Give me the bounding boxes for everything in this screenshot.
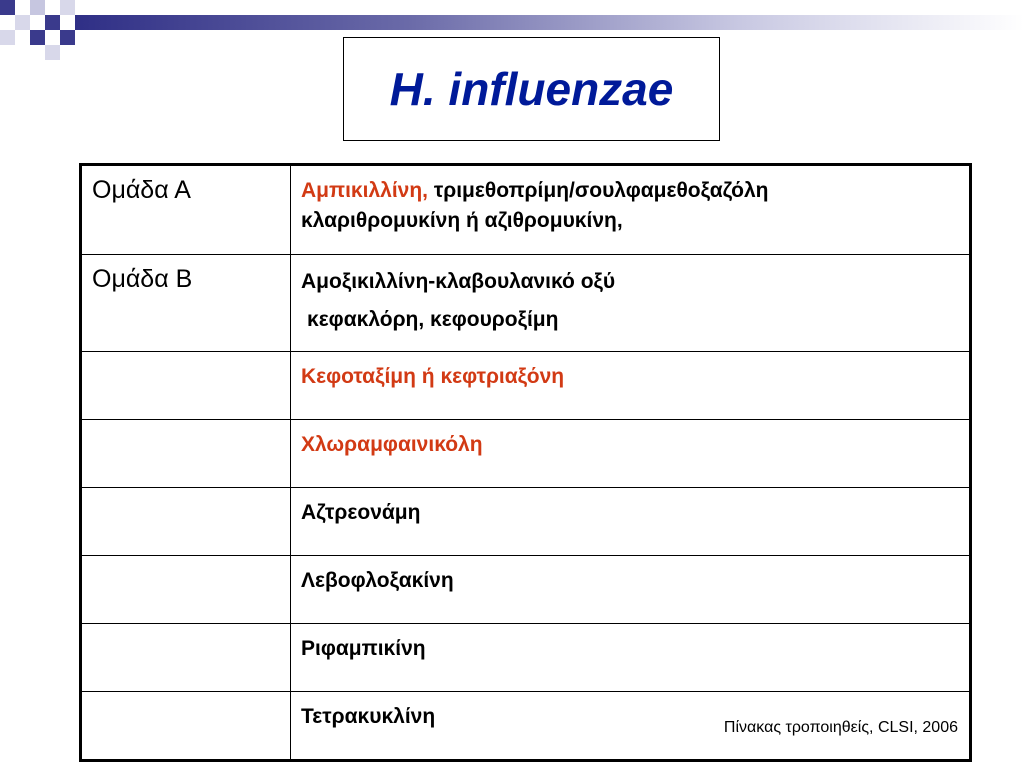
- group-cell: [81, 255, 291, 352]
- drug-line: [291, 176, 969, 206]
- drug-line: Κεφοταξίμη ή κεφτριαξόνη: [301, 365, 565, 388]
- table-row: [81, 488, 971, 556]
- table-row: [81, 165, 971, 255]
- decor-square: [0, 0, 15, 15]
- drug-line: Αζτρεονάμη: [301, 501, 421, 524]
- group-cell: [81, 165, 291, 255]
- group-cell: [81, 556, 291, 624]
- group-label: Ομάδα Α: [92, 176, 191, 204]
- drug-cell: [291, 420, 971, 488]
- title-box: [343, 37, 720, 141]
- drug-line: Τετρακυκλίνη: [301, 705, 436, 728]
- group-cell: [81, 624, 291, 692]
- decor-square: [30, 30, 45, 45]
- antibiotic-table: [79, 163, 972, 762]
- decor-square: [30, 0, 45, 15]
- header-gradient-bar: [75, 15, 1024, 30]
- table-row: [81, 420, 971, 488]
- table-row: [81, 556, 971, 624]
- decor-square: [45, 15, 60, 30]
- decor-square: [60, 0, 75, 15]
- decor-square: [45, 45, 60, 60]
- decor-square: [15, 15, 30, 30]
- drug-line: κλαριθρομυκίνη ή αζιθρομυκίνη,: [301, 209, 623, 232]
- table-row: [81, 255, 971, 352]
- drug-cell: [291, 165, 971, 255]
- slide-title: H. influenzae: [389, 63, 674, 115]
- drug-cell: [291, 488, 971, 556]
- drug-cell: [291, 255, 971, 352]
- group-cell: [81, 352, 291, 420]
- source-footnote: Πίνακας τροποιηθείς, CLSI, 2006: [723, 719, 958, 736]
- decor-square: [0, 30, 15, 45]
- table-row: [81, 352, 971, 420]
- drug-cell: [291, 556, 971, 624]
- drug-line: Λεβοφλοξακίνη: [301, 569, 454, 592]
- drug-text: τριμεθοπρίμη/σουλφαμεθοξαζόλη: [428, 179, 769, 202]
- drug-cell: [291, 624, 971, 692]
- drug-cell: [291, 352, 971, 420]
- drug-line: Χλωραμφαινικόλη: [301, 433, 483, 456]
- drug-line: κεφακλόρη, κεφουροξίμη: [307, 308, 559, 331]
- group-cell: [81, 488, 291, 556]
- drug-line: Αμοξικιλλίνη-κλαβουλανικό οξύ: [301, 270, 616, 293]
- group-cell: [81, 420, 291, 488]
- group-label: Ομάδα Β: [92, 265, 193, 293]
- decor-square: [60, 30, 75, 45]
- drug-line: Ριφαμπικίνη: [301, 637, 426, 660]
- group-cell: [81, 692, 291, 761]
- table-row: [81, 624, 971, 692]
- drug-text-red: Αμπικιλλίνη,: [301, 179, 429, 202]
